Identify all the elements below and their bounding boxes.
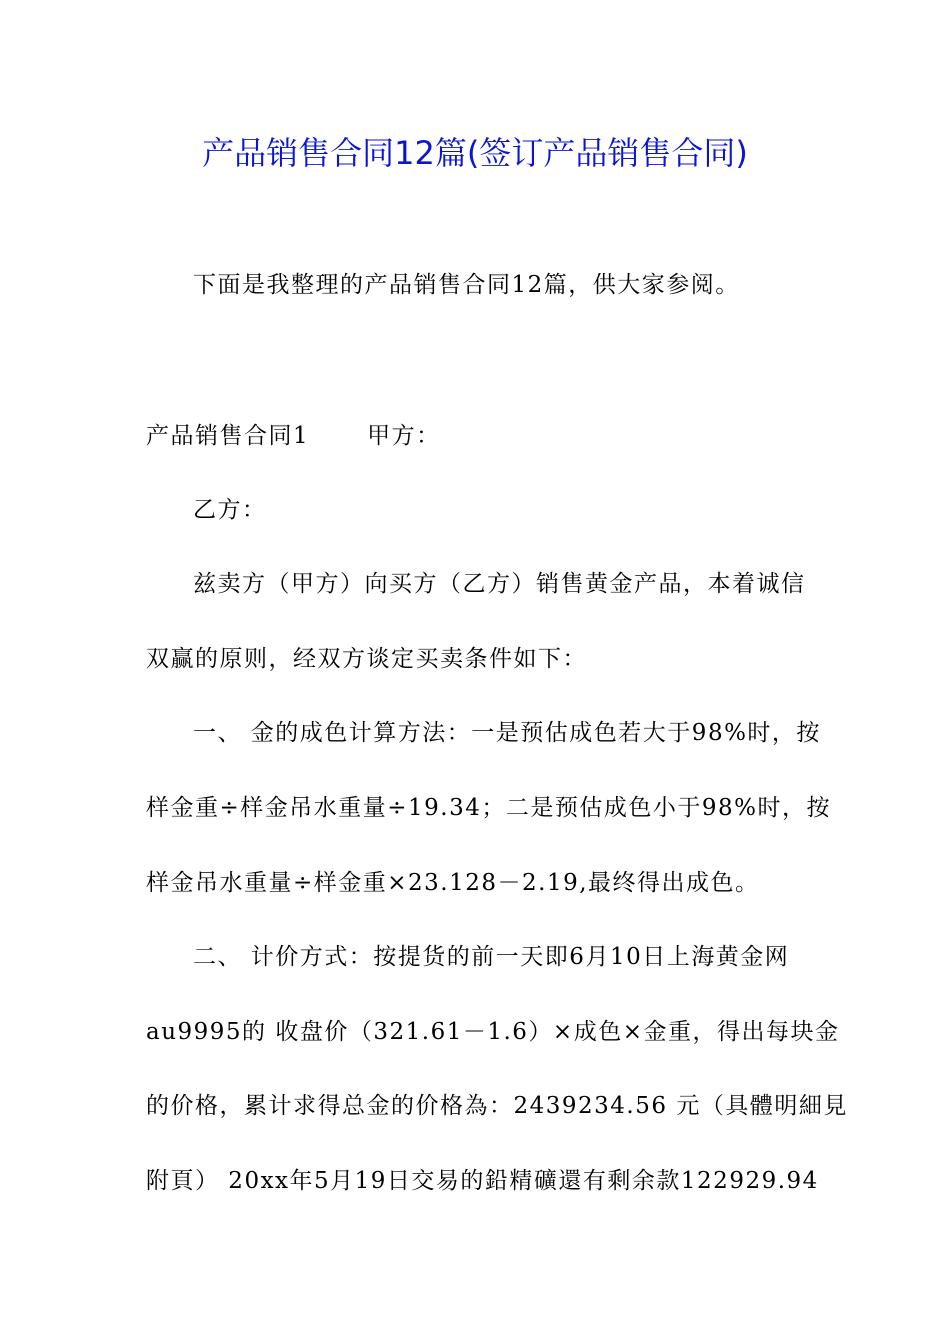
party-b-label: 乙方： xyxy=(193,497,267,523)
clause-two-line: 附頁） 20xx年5月19日交易的鉛精礦還有剩余款122929.94 xyxy=(146,1168,819,1194)
clause-one-line: 样金重÷样金吊水重量÷19.34；二是预估成色小于98%时，按 xyxy=(146,795,832,821)
clause-two-line: 二、 计价方式：按提货的前一天即6月10日上海黄金网 xyxy=(193,944,790,970)
section-heading: 产品销售合同1 xyxy=(146,423,310,449)
clause-two-line: 的价格，累计求得总金的价格為：2439234.56 元（具體明細見 xyxy=(146,1093,848,1119)
intro-paragraph: 下面是我整理的产品销售合同12篇，供大家参阅。 xyxy=(193,272,740,298)
party-a-label: 甲方： xyxy=(367,423,441,449)
clause-one-line: 一、 金的成色计算方法：一是预估成色若大于98%时，按 xyxy=(193,720,821,746)
paragraph-line: 兹卖方（甲方）向买方（乙方）销售黄金产品，本着诚信 xyxy=(193,571,806,597)
paragraph-line: 双赢的原则，经双方谈定买卖条件如下： xyxy=(146,646,587,672)
clause-one-line: 样金吊水重量÷样金重×23.128－2.19,最终得出成色。 xyxy=(146,870,760,896)
section-heading-line xyxy=(146,419,441,453)
document-title: 产品销售合同12篇(签订产品销售合同) xyxy=(202,134,748,172)
clause-two-line: au9995的 收盘价（321.61－1.6）×成色×金重，得出每块金 xyxy=(146,1019,840,1045)
